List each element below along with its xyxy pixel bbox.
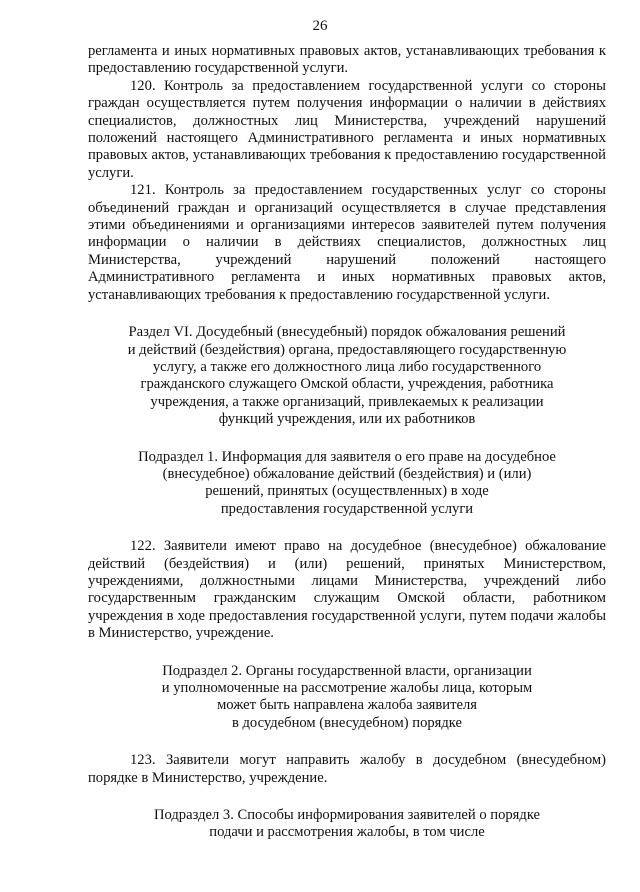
heading-line: Подраздел 1. Информация для заявителя о его праве на досудебное (138, 448, 556, 465)
section-6-heading (88, 324, 606, 428)
paragraph-121: 121. Контроль за предоставлением государственных услуг со стороны объединений граждан и организаций осуществляется в случае представления этими объединениями и организациями интересов заявителей путем получения информации о наличии в действиях специалистов, должностных лиц Министерства, учреждений нарушений положений настоящего Административного регламента и иных нормативных правовых актов, устанавливающих требования к предоставлению государственной услуги. (88, 182, 606, 303)
heading-line: подачи и рассмотрения жалобы, в том числе (209, 824, 485, 841)
heading-line: Подраздел 3. Способы информирования заявителей о порядке (153, 807, 541, 824)
page-number: 26 (312, 18, 328, 34)
heading-line: учреждения, а также организаций, привлекаемых к реализации (150, 393, 544, 410)
heading-line: предоставления государственной услуги (220, 500, 474, 517)
paragraph-123: 123. Заявители могут направить жалобу в досудебном (внесудебном) порядке в Министерство, учреждение. (88, 752, 606, 786)
heading-line: Подраздел 2. Органы государственной власти, организации (162, 662, 532, 679)
paragraph-122: 122. Заявители имеют право на досудебное (внесудебное) обжалование действий (бездействия) и (или) решений, принятых Министерством, учреждениями, должностными лицами Министерства, учреждений либо государственным гражданским служащим Омской области, работником учреждения в ходе предоставления государственной услуги, путем подачи жалобы в Министерство, учреждение. (88, 538, 606, 642)
subsection-2-heading (88, 663, 606, 733)
heading-line: и уполномоченные на рассмотрение жалобы лица, которым (161, 680, 533, 696)
paragraph-120: 120. Контроль за предоставлением государственной услуги со стороны граждан осуществляется путем получения информации о наличии в действиях специалистов, должностных лиц Министерства, учреждений нарушений положений настоящего Административного регламента и иных нормативных правовых актов, устанавливающих требования к предоставлению государственной услуги. (88, 77, 606, 181)
heading-line: решений, принятых (осуществленных) в ходе (205, 483, 489, 500)
heading-line: Раздел VI. Досудебный (внесудебный) порядок обжалования решений (128, 324, 566, 341)
heading-line: гражданского служащего Омской области, учреждения, работника (140, 376, 554, 393)
subsection-3-heading (88, 807, 606, 842)
heading-line: (внесудебное) обжалование действий (бездействия) и (или) (162, 465, 532, 482)
heading-line: и действий (бездействия) органа, предоставляющего государственную (127, 341, 567, 358)
paragraph-continuation: регламента и иных нормативных правовых актов, устанавливающих требования к предоставлению государственной услуги. (88, 43, 606, 77)
heading-line: может быть направлена жалоба заявителя (217, 697, 477, 714)
heading-line: услугу, а также его должностного лица либо государственного (152, 358, 542, 375)
page-content (88, 43, 606, 842)
heading-line: в досудебном (внесудебном) порядке (231, 714, 463, 731)
heading-line: функций учреждения, или их работников (218, 411, 476, 428)
subsection-1-heading (88, 449, 606, 519)
